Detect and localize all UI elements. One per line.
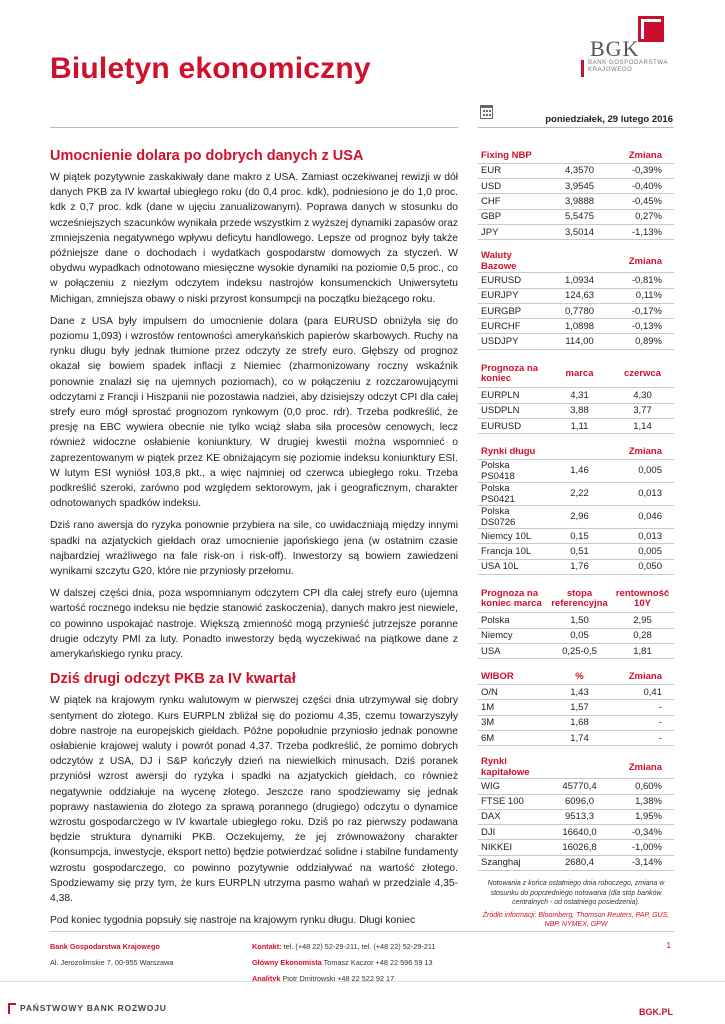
table-cell: 3,9888 <box>548 194 611 209</box>
table-row <box>478 779 674 794</box>
header-cell: Rynki kapitałowe <box>478 756 548 779</box>
table-row <box>478 303 674 318</box>
equity-table <box>478 756 674 871</box>
table-cell: 3,77 <box>611 403 674 418</box>
table-cell: 45770,4 <box>548 779 611 794</box>
table-cell: -1,13% <box>611 224 674 239</box>
table-row <box>478 194 674 209</box>
header-cell: Zmiana <box>611 756 674 779</box>
table-cell: Polska <box>478 613 548 628</box>
table-cell: 0,05 <box>548 628 611 643</box>
table-row <box>478 528 674 543</box>
table-cell: 2,96 <box>548 505 611 528</box>
table-row <box>478 628 674 643</box>
table-cell: 1,0898 <box>548 319 611 334</box>
table-row <box>478 700 674 715</box>
table-cell: - <box>611 700 674 715</box>
debt-table <box>478 444 674 575</box>
table-notes: Notowania z końca ostatniego dnia roboczego, zmiana w stosunku do poprzedniego notowania (dla stóp banków centralnych - od ostatniego posiedzenia). Źródło informacji: Bloomberg, Thomson Reuters, PAP, GUS, NBP, NYMEX, GPW <box>478 879 674 930</box>
calendar-icon <box>480 105 493 119</box>
table-cell: EURGBP <box>478 303 548 318</box>
table-row <box>478 685 674 700</box>
table-cell: FTSE 100 <box>478 794 548 809</box>
table-cell: USD <box>478 179 548 194</box>
table-cell: 1,68 <box>548 715 611 730</box>
table-row <box>478 840 674 855</box>
table-row <box>478 715 674 730</box>
header-cell: Waluty Bazowe <box>478 250 548 273</box>
table-cell: - <box>611 730 674 745</box>
table-cell: 3,5014 <box>548 224 611 239</box>
table-cell: 0,013 <box>611 482 674 505</box>
header-cell: czerwca <box>611 360 674 388</box>
table-cell: 1,46 <box>548 459 611 482</box>
table-cell: 0,41 <box>611 685 674 700</box>
pbr-logo-icon <box>8 1003 16 1014</box>
article-heading: Dziś drugi odczyt PKB za IV kwartał <box>50 671 296 688</box>
table-cell: EURUSD <box>478 418 548 433</box>
header-cell: Zmiana <box>611 444 674 459</box>
table-cell: 0,013 <box>611 528 674 543</box>
fx-table <box>478 250 674 349</box>
page-number: 1 <box>666 941 671 950</box>
table-cell: USDJPY <box>478 334 548 349</box>
pbr-label: PAŃSTWOWY BANK ROZWOJU <box>20 1003 167 1013</box>
table-cell: -0,45% <box>611 194 674 209</box>
table-cell: USA 10L <box>478 559 548 574</box>
table-cell: USDPLN <box>478 403 548 418</box>
table-cell: 16026,8 <box>548 840 611 855</box>
table-cell: USA <box>478 643 548 658</box>
table-cell: Polska DS0726 <box>478 505 548 528</box>
table-row <box>478 794 674 809</box>
table-row <box>478 334 674 349</box>
table-header-row <box>478 360 674 388</box>
table-cell: -0,40% <box>611 179 674 194</box>
wibor-table <box>478 669 674 746</box>
header-cell <box>548 444 611 459</box>
paragraph: Dane z USA były impulsem do umocnienie dolara (para EURUSD obniżyła się do poziomu 1,093) i wzrostów rentowności amerykańskich papierów skarbowych. Ruchy na rynku długu były jednak tłumione przez odczyty ze strefy euro. Głębszy od prognoz okazał się bowiem spadek inflacji z Niemiec (zharmonizowany roczny wskaźnik ponownie znalazł się na ujemnych poziomach), co w połączeniu z rozczarowującymi odczytami z Francji i Hiszpanii nie pozostawia nadziei, aby dzisiejszy odczyt CPI dla całej strefy euro mógł sprostać prognozom rynkowym (0,0 proc. rdr). Trzeba podkreślić, że presję na EBC wywiera obecnie nie tylko wciąż słaba siła procesów cenowych, lecz również widoczne osłabienie koniunktury. W drugiej kwestii można wspomnieć o zaprezentowanym w piątek przez KE obniżającym się poziomie indeksu koniunktury ESI. W lutym ESI wyniósł 103,8 pkt., a więc najmniej od czerwca ubiegłego roku. Trzeba podkreślić szeroki, zarówno pod względem sektorowym, jak i geograficznym, charakter odnotowanych spadków indeksu. <box>50 315 458 510</box>
header-cell: rentowność 10Y <box>611 585 674 613</box>
table-row <box>478 459 674 482</box>
page-title: Biuletyn ekonomiczny <box>50 52 371 85</box>
table-cell: 0,27% <box>611 209 674 224</box>
table-row <box>478 163 674 178</box>
table-cell: 1,81 <box>611 643 674 658</box>
table-cell: 1,11 <box>548 418 611 433</box>
fixing-table <box>478 148 674 240</box>
table-row <box>478 544 674 559</box>
table-cell: 0,11% <box>611 288 674 303</box>
table-header-row <box>478 669 674 684</box>
table-cell: Polska PS0418 <box>478 459 548 482</box>
paragraph: W dalszej części dnia, poza wspomnianym odczytem CPI dla całej strefy euro (ujemna wartość rocznego indeksu nie będzie stanowić zaskoczenia), danych makro jest niewiele, co powinno uspokajać nastroje. Większą zmienność mogą przynieść jutrzejsze poranne drugie odczyty PMI za luty. Ponadto inwestorzy będą wyczekiwać na piątkowe dane z amerykańskiego rynku pracy. <box>50 588 458 661</box>
table-cell: 1,74 <box>548 730 611 745</box>
table-cell: EUR <box>478 163 548 178</box>
table-cell: 4,31 <box>548 388 611 403</box>
table-row <box>478 273 674 288</box>
table-cell: 3,9545 <box>548 179 611 194</box>
table-cell: 0,050 <box>611 559 674 574</box>
table-cell: -3,14% <box>611 855 674 870</box>
table-cell: NIKKEI <box>478 840 548 855</box>
table-cell: WIG <box>478 779 548 794</box>
table-cell: 9513,3 <box>548 809 611 824</box>
table-cell: -0,13% <box>611 319 674 334</box>
table-cell: DAX <box>478 809 548 824</box>
table-row <box>478 559 674 574</box>
header-cell: Prognoza na koniec <box>478 360 548 388</box>
website-link[interactable]: BGK.PL <box>638 1007 673 1017</box>
header-cell: Prognoza na koniec marca <box>478 585 548 613</box>
table-cell: Szanghaj <box>478 855 548 870</box>
table-cell: DJI <box>478 825 548 840</box>
table-cell: 1,95% <box>611 809 674 824</box>
table-cell: 6M <box>478 730 548 745</box>
table-header-row <box>478 250 674 273</box>
footer-contacts: Kontakt: tel. (+48 22) 52-29-211, tel. (+48 22) 52-29-211 Główny Ekonomista Tomasz Kaczor +48 22 596 59 13 Analityk Piotr Dmitrowski +48 22 522 92 17 <box>252 942 436 983</box>
table-cell: -0,34% <box>611 825 674 840</box>
table-row <box>478 319 674 334</box>
footer-bank: Bank Gospodarstwa Krajowego Al. Jerozolimskie 7, 00-955 Warszawa <box>50 942 174 967</box>
paragraph: Pod koniec tygodnia popsuły się nastroje na krajowym rynku długu. Długi koniec <box>50 915 416 927</box>
header-cell: % <box>548 669 611 684</box>
table-cell: 0,28 <box>611 628 674 643</box>
table-cell: 0,89% <box>611 334 674 349</box>
header-cell: marca <box>548 360 611 388</box>
table-cell: 5,5475 <box>548 209 611 224</box>
table-row <box>478 613 674 628</box>
header-cell: Zmiana <box>611 250 674 273</box>
table-cell: 0,005 <box>611 544 674 559</box>
table-row <box>478 825 674 840</box>
table-header-row <box>478 444 674 459</box>
table-cell: 0,25-0,5 <box>548 643 611 658</box>
table-cell: 2680,4 <box>548 855 611 870</box>
paragraph: Dziś rano awersja do ryzyka ponownie przybiera na sile, co uwidaczniają między innymi spadki na azjatyckich giełdach oraz umocnienie japońskiego jena (w ostatnim czasie najbardziej wrażliwego na fale risk-on i risk-off). Inwestorzy są bowiem zawiedzeni wynikami szczytu G20, które nie przyniosły przełomu. <box>50 520 458 578</box>
table-cell: 0,51 <box>548 544 611 559</box>
table-cell: 0,046 <box>611 505 674 528</box>
table-cell: 1,38% <box>611 794 674 809</box>
table-row <box>478 855 674 870</box>
header-cell: stopa referencyjna <box>548 585 611 613</box>
rates-forecast-table <box>478 585 674 659</box>
table-row <box>478 388 674 403</box>
table-cell: Polska PS0421 <box>478 482 548 505</box>
table-cell: JPY <box>478 224 548 239</box>
header-cell: Fixing NBP <box>478 148 548 163</box>
issue-date: poniedziałek, 29 lutego 2016 <box>545 114 673 125</box>
table-cell: 1,50 <box>548 613 611 628</box>
table-cell: 4,3570 <box>548 163 611 178</box>
table-cell: EURJPY <box>478 288 548 303</box>
table-cell: 0,15 <box>548 528 611 543</box>
table-row <box>478 418 674 433</box>
table-cell: 1M <box>478 700 548 715</box>
table-cell: - <box>611 715 674 730</box>
header-cell: Rynki długu <box>478 444 548 459</box>
table-cell: 1,0934 <box>548 273 611 288</box>
table-row <box>478 403 674 418</box>
header-cell: WIBOR <box>478 669 548 684</box>
paragraph: W piątek na krajowym rynku walutowym w pierwszej części dnia utrzymywał się dobry sentyment do złotego. Kurs EURPLN zbliżał się do poziomu 4,35, czemu towarzyszyły dobre nastroje na europejskich giełdach. Późne popołudnie przyniosło jednak ponowne osłabienie krajowej waluty i powrót ponad 4,37. Trzeba podkreślić, że pomimo dobrych odczytów z USA, DJ i S&P kończyły dzień na niewielkich minusach. Dziś poranek przyniósł wzrost awersji do ryzyka i spadki na azjatyckich giełdach, co również negatywnie oddziałuje na wycenę złotego. Jeszcze rano spodziewamy się jednak poprawy nastawienia do złotego za sprawą porannego (drugiego) odczytu o dynamice wzrostu gospodarczego w IV kwartale ubiegłego roku. Dziś po raz pierwszy podawana będzie struktura dynamiki PKB. Oczekujemy, że jej zrównoważony charakter (konsumpcja, inwestycje, eksport netto) będzie potwierdzać solidne i stabilne fundamenty wzrostu gospodarczego, co powinno pozytywnie oddziaływać na wartość złotego. Spodziewamy się przy tym, że kurs EURPLN utrzyma pasmo wahań w przedziale 4,35-4,38. <box>50 695 458 904</box>
paragraph: W piątek pozytywnie zaskakiwały dane makro z USA. Zamiast oczekiwanej rewizji w dół danych PKB za IV kwartał ubiegłego roku (do 0,4 proc. kdk), podniesiono je do 1,0 proc. kdk z 0,7 proc. kdk (dane w ujęciu zanualizowanym). Poprawa danych w stosunku do wcześniejszych szacunków wynikała przede wszystkim z wyższej dynamiki zapasów oraz zmniejszenia negatywnego wpływu deficytu handlowego. Lepsze od prognoz były także późniejsze dane o dochodach i wydatkach gospodarstw domowych za styczeń. W obydwu wypadkach odnotowano miesięczne wysokie dynamiki na poziomie 0,5 proc., co w połączeniu z niezłym odczytem indeksu nastrojów konsumenckich Uniwersytetu Michigan, zmniejsza obawy o niski przyrost konsumpcji na początku bieżącego roku. <box>50 172 459 305</box>
table-cell: 1,43 <box>548 685 611 700</box>
header-cell <box>548 250 611 273</box>
market-data-sidebar <box>478 148 674 930</box>
table-cell: 3,88 <box>548 403 611 418</box>
source-note: Źródło informacji: Bloomberg, Thomson Reuters, PAP, GUS, NBP, NYMEX, GPW <box>482 911 670 928</box>
table-header-row <box>478 148 674 163</box>
table-cell: 4,30 <box>611 388 674 403</box>
header-divider <box>50 127 458 128</box>
table-cell: 0,60% <box>611 779 674 794</box>
header-cell <box>548 148 611 163</box>
table-cell: 124,63 <box>548 288 611 303</box>
table-row <box>478 482 674 505</box>
header-cell: Zmiana <box>611 669 674 684</box>
table-cell: 2,22 <box>548 482 611 505</box>
footer-divider <box>50 931 674 932</box>
table-cell: O/N <box>478 685 548 700</box>
table-cell: 0,005 <box>611 459 674 482</box>
table-cell: -0,81% <box>611 273 674 288</box>
table-header-row <box>478 585 674 613</box>
table-row <box>478 505 674 528</box>
sidebar-divider <box>478 127 674 128</box>
table-cell: 2,95 <box>611 613 674 628</box>
header-cell <box>548 756 611 779</box>
table-cell: Francja 10L <box>478 544 548 559</box>
table-cell: 0,7780 <box>548 303 611 318</box>
table-cell: 16640,0 <box>548 825 611 840</box>
bgk-logo: BGK BANK GOSPODARSTWA KRAJOWEGO <box>580 16 690 78</box>
table-cell: -1,00% <box>611 840 674 855</box>
table-header-row <box>478 756 674 779</box>
table-row <box>478 730 674 745</box>
table-cell: Niemcy <box>478 628 548 643</box>
table-cell: CHF <box>478 194 548 209</box>
main-column <box>50 148 458 935</box>
table-row <box>478 179 674 194</box>
table-row <box>478 643 674 658</box>
table-cell: Niemcy 10L <box>478 528 548 543</box>
table-cell: 1,57 <box>548 700 611 715</box>
table-cell: 1,76 <box>548 559 611 574</box>
table-row <box>478 209 674 224</box>
table-row <box>478 809 674 824</box>
header-cell: Zmiana <box>611 148 674 163</box>
table-cell: EURPLN <box>478 388 548 403</box>
table-cell: EURCHF <box>478 319 548 334</box>
table-cell: 1,14 <box>611 418 674 433</box>
table-cell: 3M <box>478 715 548 730</box>
table-cell: -0,39% <box>611 163 674 178</box>
table-row <box>478 288 674 303</box>
table-cell: GBP <box>478 209 548 224</box>
article-heading: Umocnienie dolara po dobrych danych z USA <box>50 148 364 164</box>
fx-forecast-table <box>478 360 674 434</box>
table-cell: EURUSD <box>478 273 548 288</box>
table-cell: -0,17% <box>611 303 674 318</box>
table-cell: 114,00 <box>548 334 611 349</box>
table-row <box>478 224 674 239</box>
table-cell: 6096,0 <box>548 794 611 809</box>
